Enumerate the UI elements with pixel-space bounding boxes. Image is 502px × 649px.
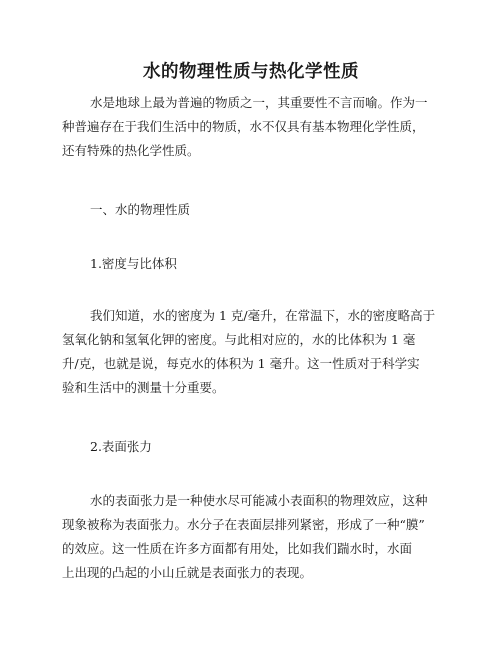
tension-line-2: 现象被称为表面张力。水分子在表面层排列紧密，形成了一种“膜” [62,517,425,532]
intro-line-1: 水是地球上最为普遍的物质之一，其重要性不言而喻。作为一 [90,95,428,110]
density-line-3: 升/克，也就是说，每克水的体积为 1 毫升。这一性质对于科学实 [62,356,420,371]
intro-line-2: 种普遍存在于我们生活中的物质，水不仅具有基本物理化学性质， [62,119,425,134]
page-title: 水的物理性质与热化学性质 [143,62,359,82]
subheading-density: 1.密度与比体积 [90,256,177,271]
section-heading-physical: 一、水的物理性质 [90,202,191,217]
tension-line-4: 上出现的凸起的小山丘就是表面张力的表现。 [62,565,313,580]
tension-line-3: 的效应。这一性质在许多方面都有用处，比如我们踹水时，水面 [62,541,413,556]
tension-line-1: 水的表面张力是一种使水尽可能减小表面积的物理效应，这种 [90,493,428,508]
density-line-4: 验和生活中的测量十分重要。 [62,380,225,395]
intro-line-3: 还有特殊的热化学性质。 [62,143,200,158]
subheading-surface-tension: 2.表面张力 [90,439,152,454]
density-line-1: 我们知道，水的密度为 1 克/毫升，在常温下，水的密度略高于 [90,308,436,323]
density-line-2: 氢氧化钠和氢氧化钾的密度。与此相对应的，水的比体积为 1 毫 [62,332,416,347]
